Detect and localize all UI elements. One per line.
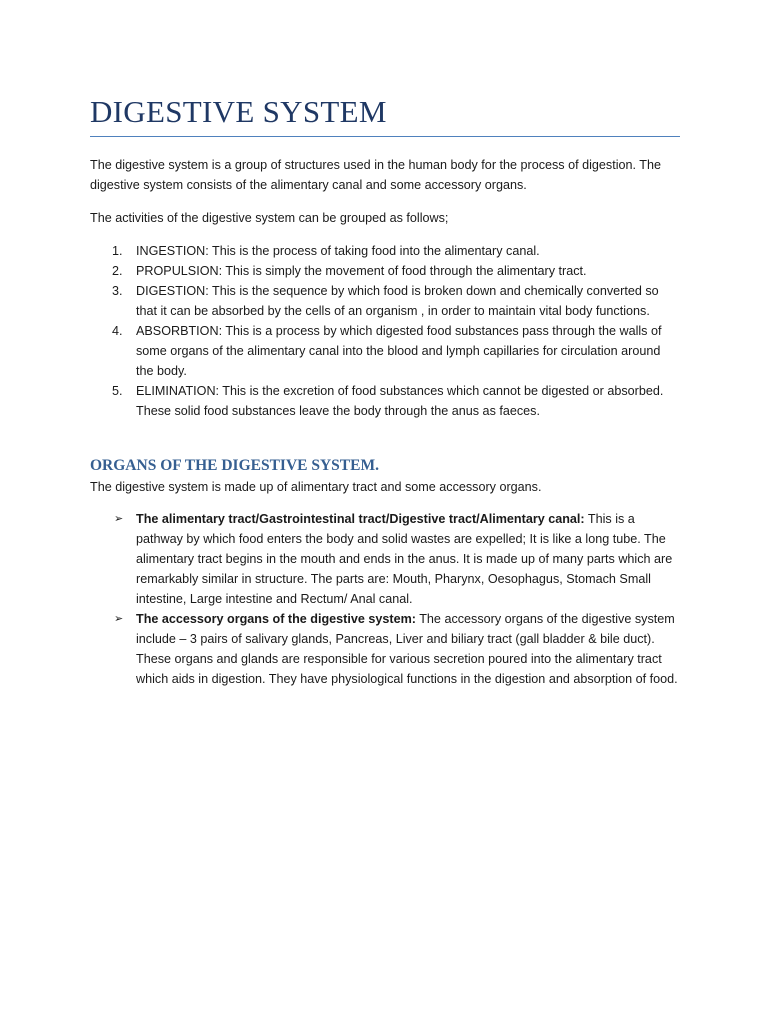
list-item <box>90 381 680 421</box>
list-item-text: This is a pathway by which food enters the body and solid wastes are expelled; It is like a long tube. The alimentary tract begins in the mouth and ends in the anus. It is made up of many parts which are remarkably similar in structure. The parts are: Mouth, Pharynx, Oesophagus, Stomach Small intestine, Large intestine and Rectum/ Anal canal. <box>136 512 673 606</box>
arrow-bullet-icon: ➢ <box>114 513 124 525</box>
list-item <box>90 609 680 689</box>
list-number: 3. <box>112 284 123 298</box>
list-item <box>90 281 680 321</box>
list-number: 5. <box>112 384 123 398</box>
list-item-bold-lead: The alimentary tract/Gastrointestinal tract/Digestive tract/Alimentary canal: <box>136 512 585 526</box>
intro-paragraph: The digestive system is a group of structures used in the human body for the process of digestion. The digestive system consists of the alimentary canal and some accessory organs. <box>90 158 661 192</box>
list-item <box>90 509 680 609</box>
activities-list <box>90 241 680 421</box>
activities-intro-paragraph: The activities of the digestive system can be grouped as follows; <box>90 211 449 225</box>
list-item-text: DIGESTION: This is the sequence by which food is broken down and chemically converted so that it can be absorbed by the cells of an organism , in order to maintain vital body functions. <box>136 284 659 318</box>
list-item-text: ABSORBTION: This is a process by which digested food substances pass through the walls of some organs of the alimentary canal into the blood and lymph capillaries for circulation around the body. <box>136 324 662 378</box>
list-item-bold-lead: The accessory organs of the digestive system: <box>136 612 416 626</box>
organs-intro-paragraph: The digestive system is made up of alimentary tract and some accessory organs. <box>90 480 542 494</box>
organs-list <box>90 509 680 689</box>
list-item-text: The accessory organs of the digestive system include – 3 pairs of salivary glands, Pancreas, Liver and biliary tract (gall bladder & bile duct). These organs and glands are responsible for various secretion poured into the alimentary tract which aids in digestion. They have physiological functions in the digestion and absorption of food. <box>136 612 678 686</box>
list-item-text: INGESTION: This is the process of taking food into the alimentary canal. <box>136 244 540 258</box>
list-number: 4. <box>112 324 123 338</box>
list-number: 1. <box>112 244 123 258</box>
list-item <box>90 261 680 281</box>
document-page <box>90 92 680 689</box>
list-number: 2. <box>112 264 123 278</box>
page-title: DIGESTIVE SYSTEM <box>90 92 680 137</box>
list-item <box>90 321 680 381</box>
arrow-bullet-icon: ➢ <box>114 613 124 625</box>
section-heading: ORGANS OF THE DIGESTIVE SYSTEM. <box>90 457 379 474</box>
list-item-text: PROPULSION: This is simply the movement of food through the alimentary tract. <box>136 264 587 278</box>
list-item <box>90 241 680 261</box>
list-item-text: ELIMINATION: This is the excretion of food substances which cannot be digested or absorbed. These solid food substances leave the body through the anus as faeces. <box>136 384 664 418</box>
